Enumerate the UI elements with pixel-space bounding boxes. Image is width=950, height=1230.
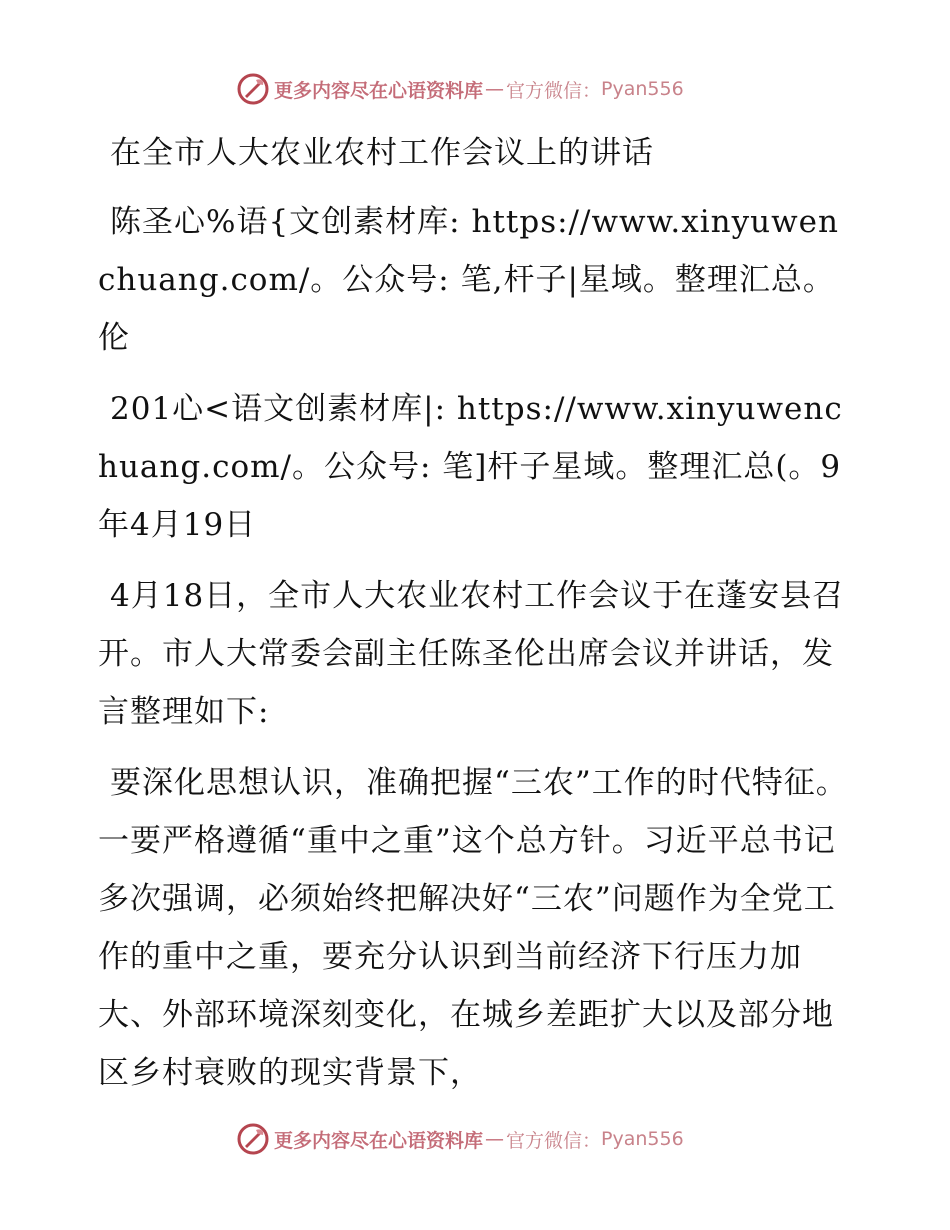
banner-wechat-label: 官方微信：: [506, 79, 602, 102]
author-line: 陈圣心%语{文创素材库: https://www.xinyuwenchuang.com/。公众号: 笔,杆子|星域。整理汇总。伦: [98, 204, 839, 356]
header-watermark-banner: [236, 71, 684, 107]
date-line: 201心<语文创素材库|: https://www.xinyuwenchuang.com/。公众号: 笔]杆子星域。整理汇总(。9年4月19日: [98, 391, 843, 543]
paragraph-main: 要深化思想认识，准确把握“三农”工作的时代特征。一要严格遵循“重中之重”这个总方针。习近平总书记多次强调，必须始终把解决好“三农”问题作为全党工作的重中之重，要充分认识到当前经济下行压力加大、外部环境深刻变化，在城乡差距扩大以及部分地区乡村衰败的现实背景下，: [98, 765, 848, 1091]
banner-brand-text: 更多内容尽在心语资料库: [274, 1129, 484, 1152]
banner-wechat-id: Pyan556: [601, 1128, 684, 1150]
feather-pen-logo-icon: [236, 1122, 270, 1156]
document-title: 在全市人大农业农村工作会议上的讲话: [110, 135, 654, 171]
banner-dash: —: [485, 78, 505, 100]
banner-brand-text: 更多内容尽在心语资料库: [274, 79, 484, 102]
banner-wechat-id: Pyan556: [601, 78, 684, 100]
paragraph-intro: 4月18日，全市人大农业农村工作会议于在蓬安县召开。市人大常委会副主任陈圣伦出席会议并讲话，发言整理如下:: [98, 578, 845, 730]
feather-pen-logo-icon: [236, 72, 270, 106]
banner-dash: —: [485, 1128, 505, 1150]
document-body: [98, 124, 850, 1115]
banner-wechat-label: 官方微信：: [506, 1129, 602, 1152]
footer-watermark-banner: [236, 1121, 684, 1157]
